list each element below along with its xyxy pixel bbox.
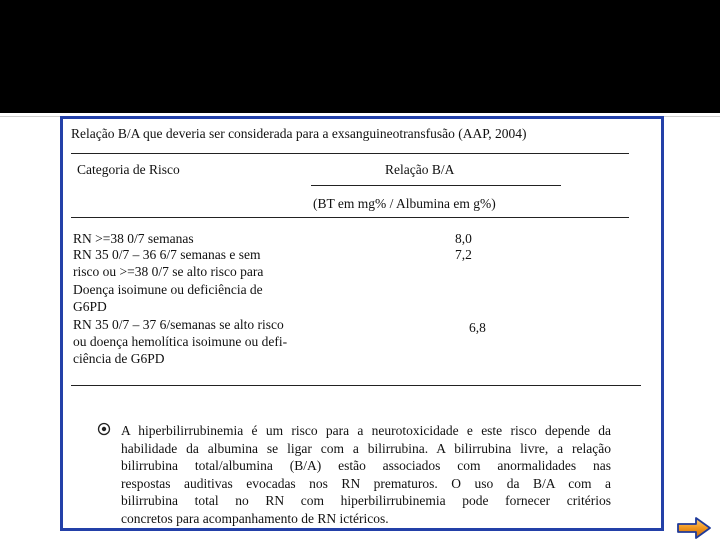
table-top-rule (71, 153, 629, 154)
row-1-value: 8,0 (455, 231, 472, 246)
header-ratio: Relação B/A (385, 162, 455, 177)
row-2-category-line-4: G6PD (73, 299, 107, 314)
table-bottom-rule (71, 385, 641, 386)
header-sub-rule (311, 185, 561, 186)
row-3-value: 6,8 (469, 320, 486, 335)
slide-content-frame (60, 116, 664, 531)
next-arrow-icon[interactable] (676, 516, 712, 540)
bullet-paragraph (121, 422, 611, 527)
header-bottom-rule (71, 217, 629, 218)
table-title: Relação B/A que deveria ser considerada para a exsanguineotransfusão (AAP, 2004) (71, 126, 527, 141)
row-3-category-line-1: RN 35 0/7 – 37 6/semanas se alto risco (73, 317, 284, 332)
circled-dot-icon (97, 422, 111, 436)
paragraph-line: habilidade da albumina se ligar com a bilirrubina. A bilirrubina livre, a relação (121, 440, 611, 456)
paragraph-line: bilirrubina total no RN com hiperbilirrubinemia pode fornecer critérios (121, 493, 611, 508)
row-3-category-line-2: ou doença hemolítica isoimune ou defi- (73, 334, 288, 349)
row-2-category-line-1: RN 35 0/7 – 36 6/7 semanas e sem (73, 247, 261, 262)
row-2-category-line-3: Doença isoimune ou deficiência de (73, 282, 263, 297)
row-2-category-line-2: risco ou >=38 0/7 se alto risco para (73, 264, 264, 279)
title-band (0, 0, 720, 113)
row-1-category-line-1: RN >=38 0/7 semanas (73, 231, 194, 246)
header-ratio-unit: (BT em mg% / Albumina em g%) (313, 196, 496, 211)
row-3-category-line-3: ciência de G6PD (73, 351, 165, 366)
paragraph-line: respostas auditivas evocadas nos RN prematuros. O uso da B/A com a (121, 475, 611, 491)
row-2-value: 7,2 (455, 247, 472, 262)
paragraph-line: A hiperbilirrubinemia é um risco para a neurotoxicidade e este risco depende da (121, 423, 611, 438)
header-category: Categoria de Risco (77, 162, 180, 177)
paragraph-line: concretos para acompanhamento de RN ictéricos. (121, 510, 389, 526)
paragraph-line: bilirrubina total/albumina (B/A) estão associados com anormalidades nas (121, 458, 611, 473)
